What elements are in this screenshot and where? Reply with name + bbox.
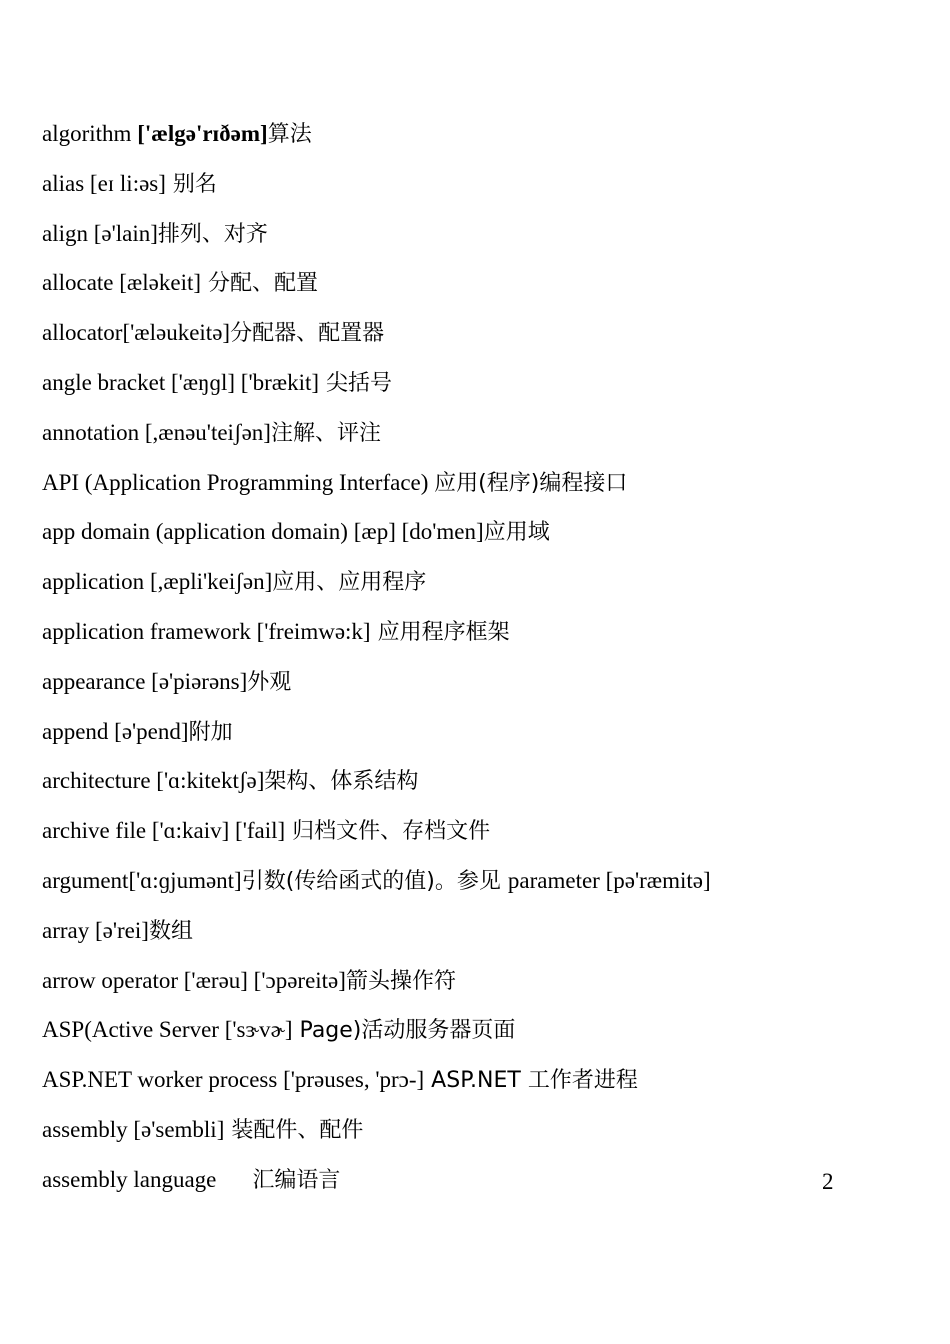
entry-phonetic: eɪ li:əs] [97, 170, 166, 196]
entry-meaning: 别名 [165, 171, 217, 197]
glossary-entry: architecture ['ɑ:kitektʃə]架构、体系结构 [42, 768, 419, 795]
entry-meaning: 附加 [188, 719, 233, 745]
entry-phonetic: [ə'piərəns] [151, 668, 248, 694]
entry-meaning: 应用、应用程序 [272, 570, 427, 596]
glossary-entry: arrow operator ['ærəu] ['ɔpəreitə]箭头操作符 [42, 967, 456, 994]
entry-phonetic: [æp] [do'men] [353, 519, 484, 545]
entry-meaning: 装配件、配件 [224, 1117, 364, 1143]
entry-meaning: 应用(程序)编程接口 [434, 470, 628, 496]
entry-phonetic: əukeitə] [156, 320, 231, 346]
entry-phonetic: ['ærəu] ['ɔpəreitə] [183, 967, 346, 993]
glossary-entry: appearance [ə'piərəns]外观 [42, 668, 292, 695]
page-number: 2 [822, 1169, 834, 1194]
glossary-entry: array [ə'rei]数组 [42, 917, 193, 944]
entry-phonetic: ['prəuses, 'prɔ-] [283, 1067, 425, 1093]
entry-phonetic: æləkeit] [126, 270, 202, 296]
glossary-entry: argument['ɑ:ɡjumənt]引数(传给函式的值)。参见 parameter [pə'ræmitə] [42, 867, 711, 894]
entry-phonetic: [ə'sembli] [133, 1116, 225, 1142]
entry-meaning: 归档文件、存档文件 [285, 819, 491, 845]
glossary-entry: align [ə'lain]排列、对齐 [42, 220, 268, 247]
glossary-entry: API (Application Programming Interface) 应用(程序)编程接口 [42, 469, 628, 496]
glossary-entry: algorithm ['ælgə'rɪðəm]算法 [42, 121, 312, 147]
glossary-entry: application framework ['freimwə:k] 应用程序框架 [42, 618, 510, 645]
glossary-entry: ASP(Active Server ['sɝvɚ] Page)活动服务器页面 [42, 1017, 516, 1044]
glossary-entry: append [ə'pend]附加 [42, 718, 233, 745]
glossary-entry: archive file ['ɑ:kaiv] ['fail] 归档文件、存档文件 [42, 818, 491, 845]
entry-phonetic: [ə'pend] [114, 718, 189, 744]
glossary-entry: assembly [ə'sembli] 装配件、配件 [42, 1116, 364, 1143]
entry-phonetic: ['ɑ:kaiv] ['fail] [151, 818, 286, 844]
glossary-entry: angle bracket ['æŋɡl] ['brækit] 尖括号 [42, 369, 393, 396]
entry-phonetic: ['ɑ:kitektʃə] [156, 768, 265, 794]
entry-meaning: 算法 [267, 122, 312, 147]
entry-see-also: parameter [pə'ræmitə] [507, 867, 711, 893]
entry-phonetic: ['freimwə:k] [256, 618, 371, 644]
entry-phonetic: [,æpli'keiʃən] [149, 569, 273, 595]
entry-meaning: 注解、评注 [270, 420, 381, 446]
glossary-entry: app domain (application domain) [æp] [do'men]应用域 [42, 519, 550, 546]
entry-phonetic: ['æŋɡl] ['brækit] [170, 369, 320, 395]
entry-meaning: 应用域 [483, 520, 550, 546]
entry-meaning: 箭头操作符 [345, 968, 456, 994]
glossary-entry: application [,æpli'keiʃən]应用、应用程序 [42, 569, 427, 596]
entry-meaning: 数组 [148, 918, 193, 944]
glossary-entry: allocator['æləukeitə]分配器、配置器 [42, 320, 385, 347]
entry-meaning: 架构、体系结构 [264, 769, 419, 795]
glossary-entry: allocate [æləkeit] 分配、配置 [42, 270, 319, 297]
entry-meaning: 尖括号 [319, 370, 393, 396]
entry-meaning: 排列、对齐 [157, 221, 268, 247]
entry-phonetic: ə'lain] [101, 220, 158, 246]
entry-meaning: 分配、配置 [201, 271, 319, 297]
entry-meaning: Page)活动服务器页面 [292, 1018, 516, 1044]
glossary-list [42, 116, 922, 1212]
glossary-entry: assembly language 汇编语言 [42, 1166, 341, 1193]
glossary-entry: ASP.NET worker process ['prəuses, 'prɔ-] ASP.NET 工作者进程 [42, 1067, 638, 1094]
entry-meaning: 引数(传给函式的值)。参见 [241, 868, 508, 894]
entry-phonetic: ['sɝvɚ] [224, 1017, 293, 1043]
entry-meaning: ASP.NET 工作者进程 [424, 1068, 638, 1094]
entry-meaning: 分配器、配置器 [230, 321, 385, 347]
entry-phonetic: ['ælgə'rɪðəm] [137, 121, 268, 146]
entry-meaning: 汇编语言 [252, 1167, 341, 1193]
glossary-entry: annotation [,ænəu'teiʃən]注解、评注 [42, 419, 381, 446]
entry-phonetic: [ə'rei] [95, 917, 149, 943]
entry-meaning: 应用程序框架 [370, 619, 510, 645]
entry-phonetic: ['ɑ:ɡjumənt] [128, 867, 242, 893]
entry-meaning: 外观 [247, 669, 292, 695]
glossary-entry: alias [eɪ li:əs] 别名 [42, 170, 217, 197]
entry-phonetic: [,ænəu'teiʃən] [144, 419, 271, 445]
